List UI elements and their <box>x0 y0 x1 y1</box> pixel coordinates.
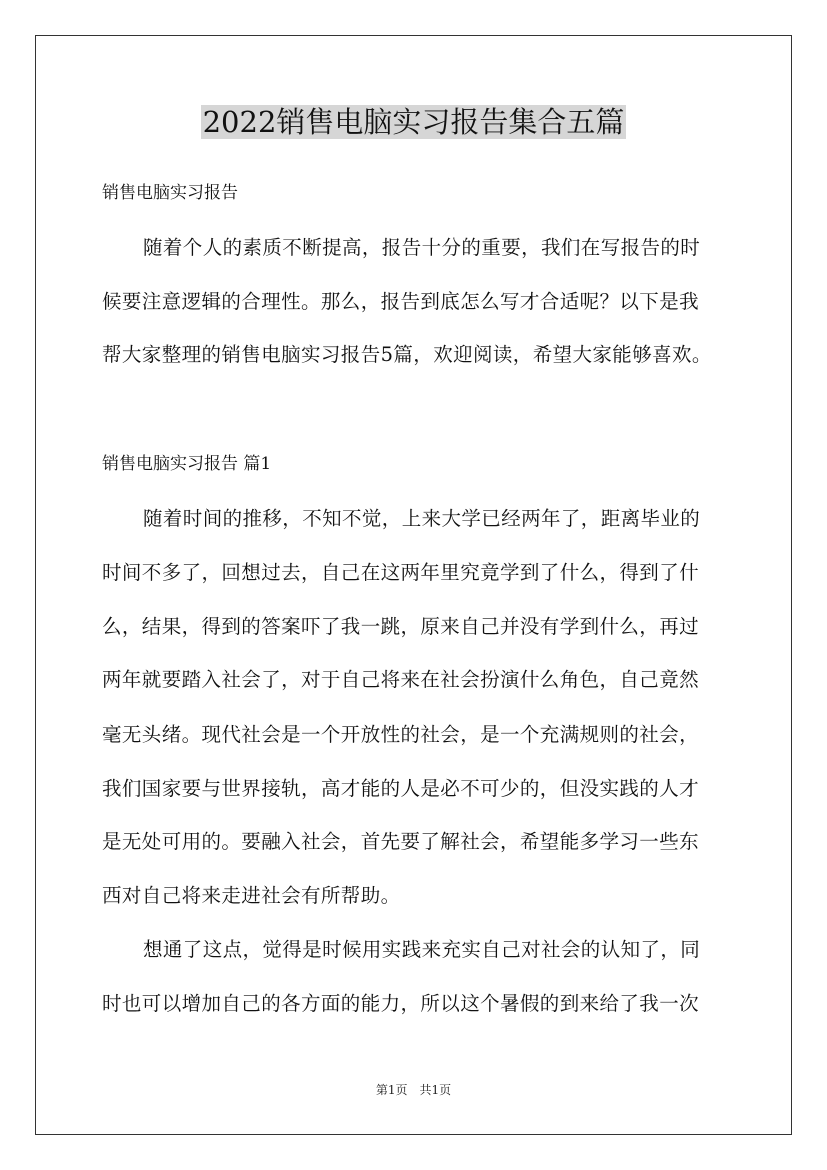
paragraph-line: 想通了这点，觉得是时候用实践来充实自己对社会的认知了，同 <box>143 938 701 961</box>
page-number: 第1页 共1页 <box>375 1083 452 1097</box>
paragraph-line: 么，结果，得到的答案吓了我一跳，原来自己并没有学到什么，再过 <box>102 615 700 638</box>
intro-line: 候要注意逻辑的合理性。那么，报告到底怎么写才合适呢？以下是我 <box>102 290 700 313</box>
paragraph-line: 西对自己将来走进社会有所帮助。 <box>102 884 401 907</box>
paragraph-line: 时也可以增加自己的各方面的能力，所以这个暑假的到来给了我一次 <box>102 992 700 1015</box>
document-title <box>0 100 827 144</box>
paragraph-line: 时间不多了，回想过去，自己在这两年里究竟学到了什么，得到了什 <box>102 561 700 584</box>
paragraph-line: 随着时间的推移，不知不觉，上来大学已经两年了，距离毕业的 <box>143 507 701 530</box>
paragraph-line: 是无处可用的。要融入社会，首先要了解社会，希望能多学习一些东 <box>102 830 700 853</box>
paragraph-line: 两年就要踏入社会了，对于自己将来在社会扮演什么角色，自己竟然 <box>102 668 700 691</box>
paragraph-line: 我们国家要与世界接轨，高才能的人是必不可少的，但没实践的人才 <box>102 777 700 800</box>
document-title-text: 2022销售电脑实习报告集合五篇 <box>202 105 625 139</box>
intro-heading: 销售电脑实习报告 <box>102 183 238 203</box>
intro-line: 帮大家整理的销售电脑实习报告5篇，欢迎阅读，希望大家能够喜欢。 <box>102 343 712 366</box>
section-heading: 销售电脑实习报告 篇1 <box>102 454 272 474</box>
intro-line: 随着个人的素质不断提高，报告十分的重要，我们在写报告的时 <box>143 236 701 259</box>
paragraph-line: 毫无头绪。现代社会是一个开放性的社会，是一个充满规则的社会， <box>102 723 700 746</box>
